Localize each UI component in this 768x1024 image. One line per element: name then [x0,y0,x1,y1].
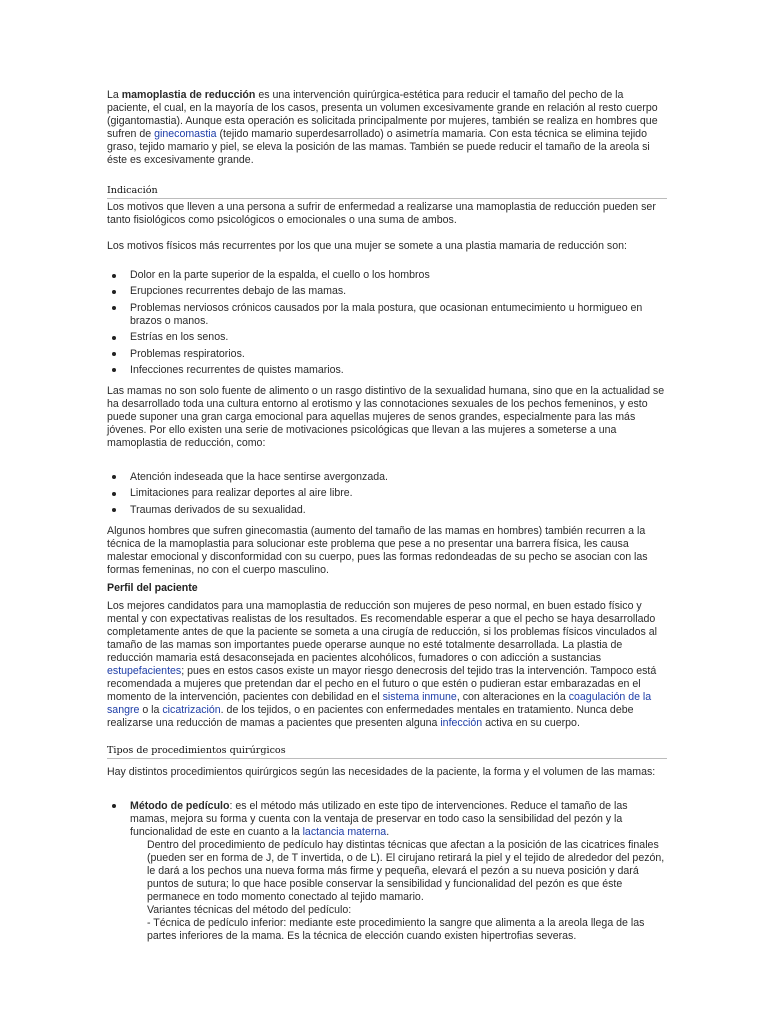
section-heading-indicacion: Indicación [107,185,667,199]
perfil-text: activa en su cuerpo. [482,716,580,729]
procedure-detail-paragraph: Dentro del procedimiento de pedículo hay distintas técnicas que afectan a la posición de las cicatrices finales (pueden ser en forma de J, de T invertida, o de L). El cirujano retirará la piel y el tejido de alrededor del pezón, le dará a los pechos una nueva forma más firme y pequeña, elevará el pezón a su nueva posición y dará puntos de sutura; lo que hace posible conservar la sensibilidad y funcionalidad del pezón es que éste permanece en todo momento conectado al tejido mamario. [147,838,665,903]
perfil-text: ; pues en estos casos existe un mayor riesgo denecrosis del tejido tras la intervención. Tampoco está recomendada a mujeres que pretendan dar el pecho en el futuro o que estén o pudieran estar embarazadas en el momento de la intervención, pacientes con debilidad en el [107,664,657,703]
psychological-reasons-list [107,471,667,517]
intro-text: (tejido mamario superdesarrollado) o asimetría mamaria. Con esta técnica se elimina tejido graso, tejido mamario y piel, se eleva la posición de las mamas. También se puede reducir el tamaño de la areola si éste es excesivamente grande. [107,128,650,166]
indicacion-paragraph-1: Los motivos que lleven a una persona a sufrir de enfermedad a realizarse una mamoplastia de reducción pueden ser tanto fisiológicos como psicológicos o emocionales o una suma de ambos. [107,201,656,226]
list-item [107,800,667,943]
link-cicatrizacion[interactable]: cicatrización [162,703,221,716]
section-heading-perfil: Perfil del paciente [107,581,198,594]
procedure-text: . [386,825,390,838]
link-estupefacientes[interactable]: estupefacientes [107,664,182,677]
perfil-text: . de los tejidos, o en pacientes con enfermedades mentales en tratamiento. Nunca debe realizarse una reducción de mamas a pacientes que presenten alguna [107,703,634,729]
list-item: Estrías en los senos. [107,331,667,344]
article-body [107,89,667,946]
perfil-paragraph [107,600,667,730]
list-item: Problemas nerviosos crónicos causados por la mala postura, que ocasionan entumecimiento u hormigueo en brazos o manos. [107,302,667,328]
link-coagulacion[interactable]: coagulación de la sangre [107,690,652,716]
list-item: Dolor en la parte superior de la espalda, el cuello o los hombros [107,269,667,282]
link-ginecomastia[interactable]: ginecomastia [154,128,217,140]
procedures-list [107,800,667,943]
intro-paragraph [107,89,667,167]
perfil-text: o la [139,703,163,716]
list-item: Limitaciones para realizar deportes al aire libre. [107,487,667,500]
section-heading-tipos: Tipos de procedimientos quirúrgicos [107,745,667,759]
intro-text: La [107,89,122,101]
intro-bold-term: mamoplastia de reducción [121,89,256,101]
physical-reasons-list [107,269,667,377]
procedure-text: : es el método más utilizado en este tipo de intervenciones. Reduce el tamaño de las mamas, mejora su forma y cuenta con la ventaja de preservar en todo caso la sensibilidad del pezón y la funcionalidad de este en cuanto a la [130,799,628,838]
list-item: Infecciones recurrentes de quistes mamarios. [107,364,667,377]
indicacion-paragraph-2: Los motivos físicos más recurrentes por los que una mujer se somete a una plastia mamaria de reducción son: [107,240,627,252]
list-item: Problemas respiratorios. [107,348,667,361]
perfil-text: , con alteraciones en la [456,690,569,703]
procedure-detail [130,839,667,943]
procedure-variant-item: - Técnica de pedículo inferior: mediante este procedimiento la sangre que alimenta a la areola llega de las partes inferiores de la mama. Es la técnica de elección cuando existen hipertrofias severas. [147,916,645,942]
link-lactancia-materna[interactable]: lactancia materna [302,825,387,838]
list-item: Erupciones recurrentes debajo de las mamas. [107,285,667,298]
procedure-name: Método de pedículo [130,799,230,812]
tipos-paragraph: Hay distintos procedimientos quirúrgicos según las necesidades de la paciente, la forma y el volumen de las mamas: [107,765,656,778]
list-item: Traumas derivados de su sexualidad. [107,504,667,517]
indicacion-paragraph-3: Las mamas no son solo fuente de alimento o un rasgo distintivo de la sexualidad humana, sino que en la actualidad se ha desarrollado toda una cultura entorno al erotismo y las connotaciones sexuales de los pechos femeninos, y esto puede suponer una gran carga emocional para aquellas mujeres de senos grandes, especialmente para las más jóvenes. Por ello existen una serie de motivaciones psicológicas que llevan a las mujeres a someterse a una mamoplastia de reducción, como: [107,384,665,449]
perfil-text: Los mejores candidatos para una mamoplastia de reducción son mujeres de peso normal, en buen estado físico y mental y con expectativas realistas de los resultados. Es recomendable esperar a que el pecho se haya desarrollado completamente antes de que la paciente se someta a una cirugía de reducción, si los problemas físicos vinculados al tamaño de las mamas son importantes puede operarse aunque no esté totalmente desarrollada. La plastia de reducción mamaria está desaconsejada en pacientes alcohólicos, fumadores o con adicción a sustancias [107,599,658,664]
intro-text: es una intervención quirúrgica-estética para reducir el tamaño del pecho de la paciente, el cual, en la mayoría de los casos, presenta un volumen excesivamente grande en relación al resto cuerpo (gigantomastia). Aunque esta operación es solicitada principalmente por mujeres, también se realiza en hombres que sufren de [107,89,658,140]
indicacion-paragraph-4: Algunos hombres que sufren ginecomastia (aumento del tamaño de las mamas en hombres) también recurren a la técnica de la mamoplastia para solucionar este problema que pese a no presentar una barrera física, les causa malestar emocional y disconformidad con su cuerpo, pues las formas redondeadas de su pecho se asocian con las formas femeninas, no con el cuerpo masculino. [107,524,648,576]
procedure-variants-heading: Variantes técnicas del método del pedículo: [147,903,352,916]
link-infeccion[interactable]: infección [440,716,483,729]
link-sistema-inmune[interactable]: sistema inmune [382,690,457,703]
list-item: Atención indeseada que la hace sentirse avergonzada. [107,471,667,484]
